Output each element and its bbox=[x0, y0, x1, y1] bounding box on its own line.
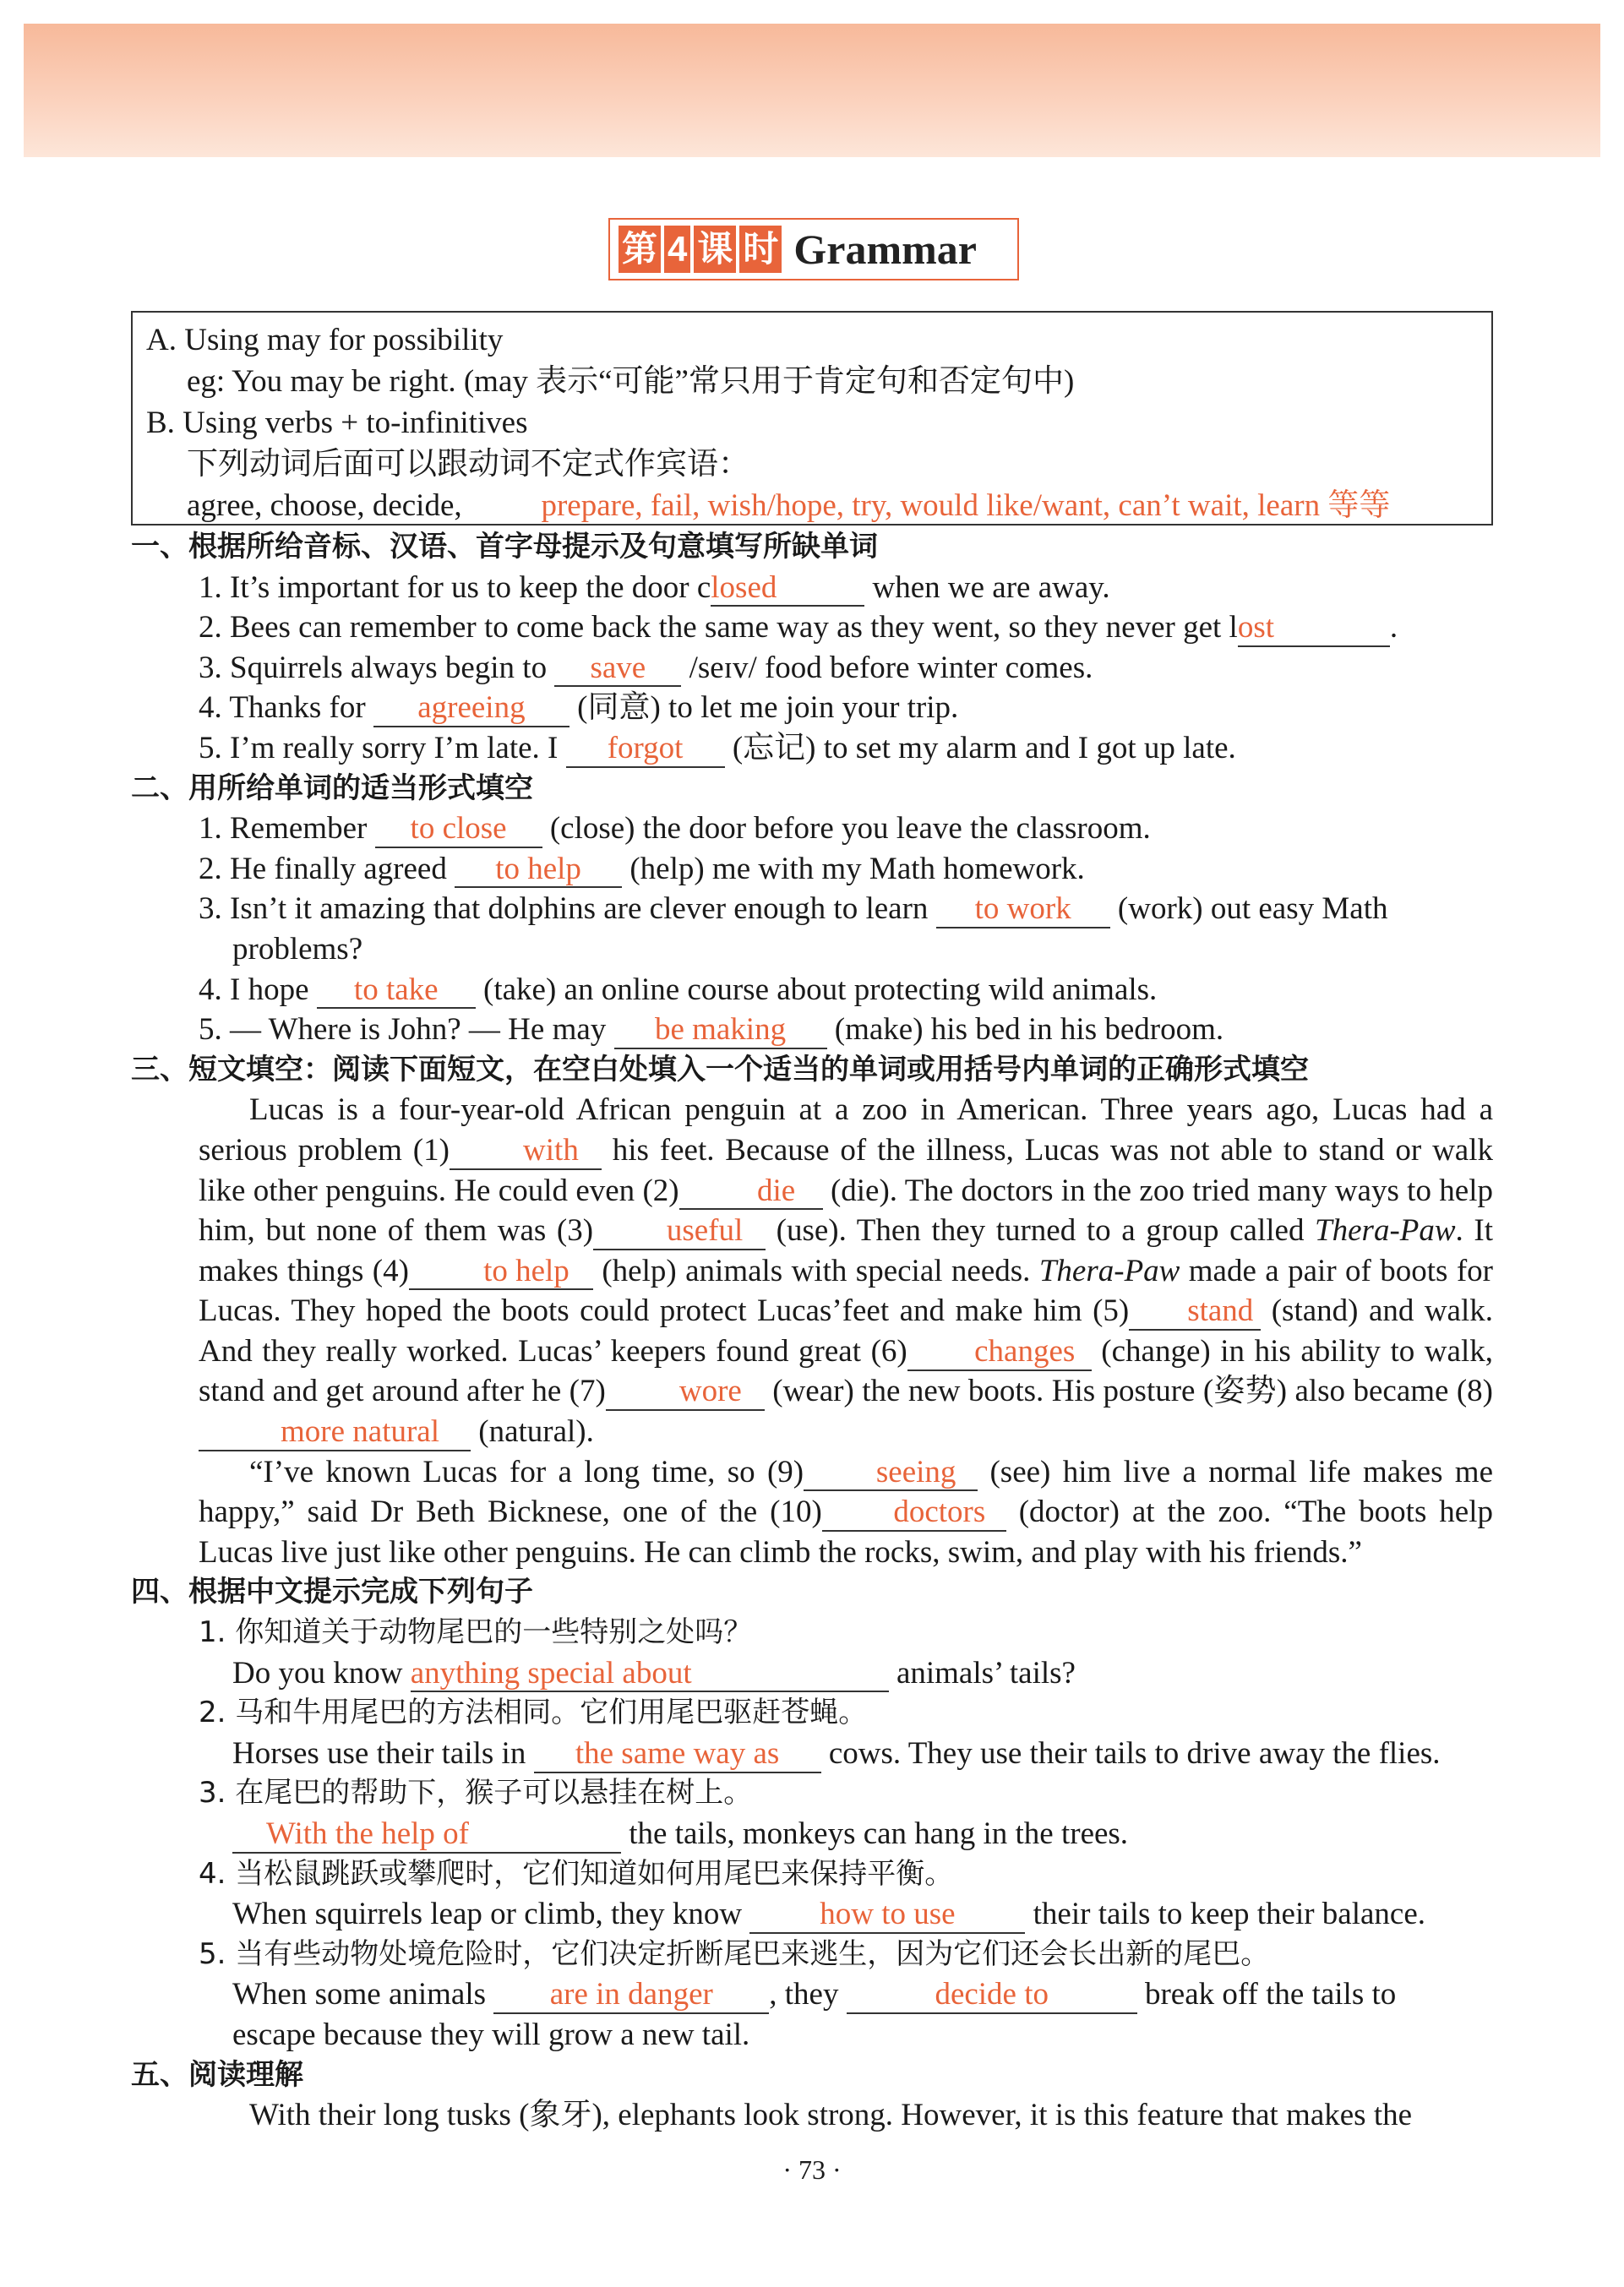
question-text: 3. Squirrels always begin to bbox=[199, 650, 555, 685]
s2-question-2 bbox=[131, 849, 1493, 890]
answer-blank: save bbox=[554, 651, 681, 688]
question-text: when we are away. bbox=[864, 569, 1110, 605]
question-text: (take) an online course about protecting wild animals. bbox=[475, 972, 1158, 1007]
page-number: · 73 · bbox=[782, 2154, 842, 2185]
s4-question-4-chinese: 4. 当松鼠跳跃或攀爬时，它们知道如何用尾巴来保持平衡。 bbox=[199, 1856, 954, 1891]
question-text: , they bbox=[769, 1977, 847, 2012]
s4-question-3 bbox=[131, 1814, 1493, 1854]
s2-question-3-cont: problems? bbox=[232, 931, 363, 967]
passage-text: made a pair of boots for Lucas. They hoped the boots could protect Lucas’feet and make him (5) bbox=[199, 1253, 1494, 1329]
question-text: When some animals bbox=[232, 1977, 494, 2012]
passage-text: (natural). bbox=[471, 1414, 594, 1450]
passage-text: (wear) the new boots. His posture (姿势) also became (8) bbox=[764, 1374, 1493, 1409]
title-char: 课 bbox=[694, 226, 736, 273]
question-text: their tails to keep their balance. bbox=[1025, 1897, 1426, 1932]
answer-blank: wore bbox=[606, 1375, 765, 1411]
question-text: . bbox=[1389, 610, 1398, 645]
s4-question-1 bbox=[131, 1653, 1493, 1694]
passage-paragraph-1 bbox=[131, 1090, 1493, 1451]
answer-blank: stand bbox=[1129, 1294, 1261, 1331]
answer-blank: die bbox=[679, 1174, 823, 1211]
answer-blank: doctors bbox=[822, 1495, 1006, 1532]
s2-question-1 bbox=[131, 809, 1493, 849]
passage-text: “I’ve known Lucas for a long time, so (9) bbox=[249, 1454, 804, 1489]
question-text: (close) the door before you leave the classroom. bbox=[542, 811, 1151, 847]
s2-question-5 bbox=[131, 1010, 1493, 1050]
question-text: Horses use their tails in bbox=[232, 1735, 534, 1771]
answer-blank: forgot bbox=[566, 732, 725, 768]
passage-text: (help) animals with special needs. bbox=[592, 1253, 1039, 1288]
passage-text: (see) him live a normal life makes me happy,” said Dr Beth Bicknese, one of the (10) bbox=[199, 1454, 1494, 1530]
question-text: animals’ tails? bbox=[888, 1655, 1076, 1691]
passage-text: (die). The doctors in the zoo tried many ways to help him, but none of them was (3) bbox=[199, 1173, 1493, 1249]
answer-blank: decide to bbox=[847, 1978, 1137, 2014]
answer-blank: more natural bbox=[199, 1415, 471, 1451]
question-text: When squirrels leap or climb, they know bbox=[232, 1897, 750, 1932]
question-text: (help) me with my Math homework. bbox=[622, 851, 1085, 886]
answer-blank: to work bbox=[936, 892, 1110, 928]
note-a-heading: A. Using may for possibility bbox=[146, 323, 504, 357]
answer-blank: how to use bbox=[749, 1898, 1025, 1934]
question-text: (make) his bed in his bedroom. bbox=[826, 1012, 1224, 1048]
note-b-verbs: agree, choose, decide, bbox=[187, 488, 462, 523]
note-b-chinese: 下列动词后面可以跟动词不定式作宾语： bbox=[187, 447, 749, 482]
lesson-title bbox=[608, 218, 1019, 280]
s4-question-5-chinese: 5. 当有些动物处境危险时，它们决定折断尾巴来逃生，因为它们还会长出新的尾巴。 bbox=[199, 1936, 1270, 1971]
question-text: /seɪv/ food before winter comes. bbox=[681, 650, 1093, 685]
s4-question-5-cont: escape because they will grow a new tail. bbox=[232, 2017, 750, 2052]
question-text: 5. I’m really sorry I’m late. I bbox=[199, 730, 566, 765]
title-char: 第 bbox=[619, 226, 661, 273]
title-char: 时 bbox=[739, 226, 782, 273]
reading-paragraph: With their long tusks (象牙), elephants look strong. However, it is this feature that makes the bbox=[249, 2098, 1413, 2133]
question-text: 1. It’s important for us to keep the door c bbox=[199, 569, 711, 605]
section-5-heading: 五、阅读理解 bbox=[131, 2057, 303, 2092]
question-text: 5. — Where is John? — He may bbox=[199, 1012, 614, 1048]
question-text: 3. Isn’t it amazing that dolphins are clever enough to learn bbox=[199, 891, 936, 927]
grammar-notes-box bbox=[131, 311, 1493, 525]
question-text: 2. He finally agreed bbox=[199, 851, 455, 886]
s2-question-4 bbox=[131, 970, 1493, 1010]
s2-question-3 bbox=[131, 889, 1493, 929]
passage-text: (doctor) at the zoo. “The boots help Lucas live just like other penguins. He can climb the rocks, swim, and play with his friends.” bbox=[199, 1495, 1493, 1570]
section-1-heading: 一、根据所给音标、汉语、首字母提示及句意填写所缺单词 bbox=[131, 530, 878, 564]
answer-blank: With the help of bbox=[232, 1817, 621, 1854]
answer-blank: changes bbox=[907, 1335, 1092, 1371]
question-text: break off the tails to bbox=[1136, 1977, 1397, 2012]
answer-blank: the same way as bbox=[534, 1737, 821, 1773]
s1-question-4 bbox=[131, 688, 1493, 728]
passage-text: (use). Then they turned to a group called bbox=[766, 1213, 1316, 1249]
passage-italic: Thera-Paw bbox=[1315, 1213, 1456, 1249]
question-text: 4. Thanks for bbox=[199, 690, 373, 726]
passage-italic: Thera-Paw bbox=[1038, 1253, 1180, 1288]
s4-question-2-chinese: 2. 马和牛用尾巴的方法相同。它们用尾巴驱赶苍蝇。 bbox=[199, 1696, 868, 1730]
answer-blank: ost bbox=[1238, 611, 1390, 647]
question-text: 1. Remember bbox=[199, 811, 375, 847]
question-text: (忘记) to set my alarm and I got up late. bbox=[724, 730, 1236, 765]
question-text: (同意) to let me join your trip. bbox=[569, 690, 959, 726]
answer-blank: to close bbox=[375, 812, 542, 848]
question-text: cows. They use their tails to drive away the flies. bbox=[820, 1735, 1441, 1771]
s1-question-2 bbox=[131, 607, 1493, 648]
answer-blank: to help bbox=[409, 1255, 593, 1291]
passage-text: Lucas is a four-year-old African penguin at a zoo in American. Three years ago, Lucas had a serious problem (1) bbox=[199, 1092, 1493, 1168]
passage-paragraph-2 bbox=[131, 1452, 1493, 1573]
s4-question-4 bbox=[131, 1894, 1493, 1935]
answer-blank: agreeing bbox=[373, 691, 569, 727]
answer-blank: are in danger bbox=[493, 1978, 769, 2014]
s1-question-1 bbox=[131, 568, 1493, 608]
title-char: 4 bbox=[664, 226, 690, 273]
s1-question-3 bbox=[131, 648, 1493, 689]
question-text: (work) out easy Math bbox=[1109, 891, 1388, 927]
answer-blank: to help bbox=[455, 852, 622, 889]
answer-blank: seeing bbox=[804, 1456, 978, 1492]
header-banner bbox=[24, 24, 1600, 157]
question-text: 2. Bees can remember to come back the same way as they went, so they never get l bbox=[199, 610, 1238, 645]
answer-blank: with bbox=[450, 1134, 602, 1170]
note-a-example: eg: You may be right. (may 表示“可能”常只用于肯定句和否定句中) bbox=[187, 364, 1075, 399]
s4-question-3-chinese: 3. 在尾巴的帮助下，猴子可以悬挂在树上。 bbox=[199, 1776, 753, 1811]
exercise-content bbox=[131, 527, 1493, 2136]
title-grammar: Grammar bbox=[793, 226, 977, 273]
question-text: 4. I hope bbox=[199, 972, 317, 1007]
passage-text: his feet. Because of the illness, Lucas was not able to stand or walk like other penguins. He could even (2) bbox=[199, 1132, 1493, 1208]
passage-text: . It makes things (4) bbox=[199, 1213, 1493, 1288]
note-b-heading: B. Using verbs + to-infinitives bbox=[146, 406, 528, 440]
s1-question-5 bbox=[131, 728, 1493, 769]
section-2-heading: 二、用所给单词的适当形式填空 bbox=[131, 771, 533, 805]
question-text: the tails, monkeys can hang in the trees. bbox=[621, 1816, 1129, 1851]
answer-blank: be making bbox=[614, 1013, 827, 1049]
passage-text: (change) in his ability to walk, stand and get around after he (7) bbox=[199, 1333, 1493, 1409]
note-b-answer: prepare, fail, wish/hope, try, would like/want, can’t wait, learn 等等 bbox=[470, 489, 1462, 525]
question-text: Do you know bbox=[232, 1655, 411, 1691]
s4-question-1-chinese: 1. 你知道关于动物尾巴的一些特别之处吗？ bbox=[199, 1615, 753, 1650]
answer-blank: losed bbox=[711, 571, 864, 607]
note-b-list bbox=[146, 485, 1478, 526]
s4-question-5 bbox=[131, 1974, 1493, 2015]
section-3-heading: 三、短文填空：阅读下面短文，在空白处填入一个适当的单词或用括号内单词的正确形式填空 bbox=[131, 1052, 1309, 1086]
passage-text: (stand) and walk. And they really worked. Lucas’ keepers found great (6) bbox=[199, 1293, 1494, 1369]
s4-question-2 bbox=[131, 1734, 1493, 1774]
answer-blank: useful bbox=[593, 1214, 766, 1250]
answer-blank: anything special about bbox=[411, 1657, 889, 1693]
section-4-heading: 四、根据中文提示完成下列句子 bbox=[131, 1575, 533, 1609]
answer-blank: to take bbox=[317, 973, 476, 1010]
